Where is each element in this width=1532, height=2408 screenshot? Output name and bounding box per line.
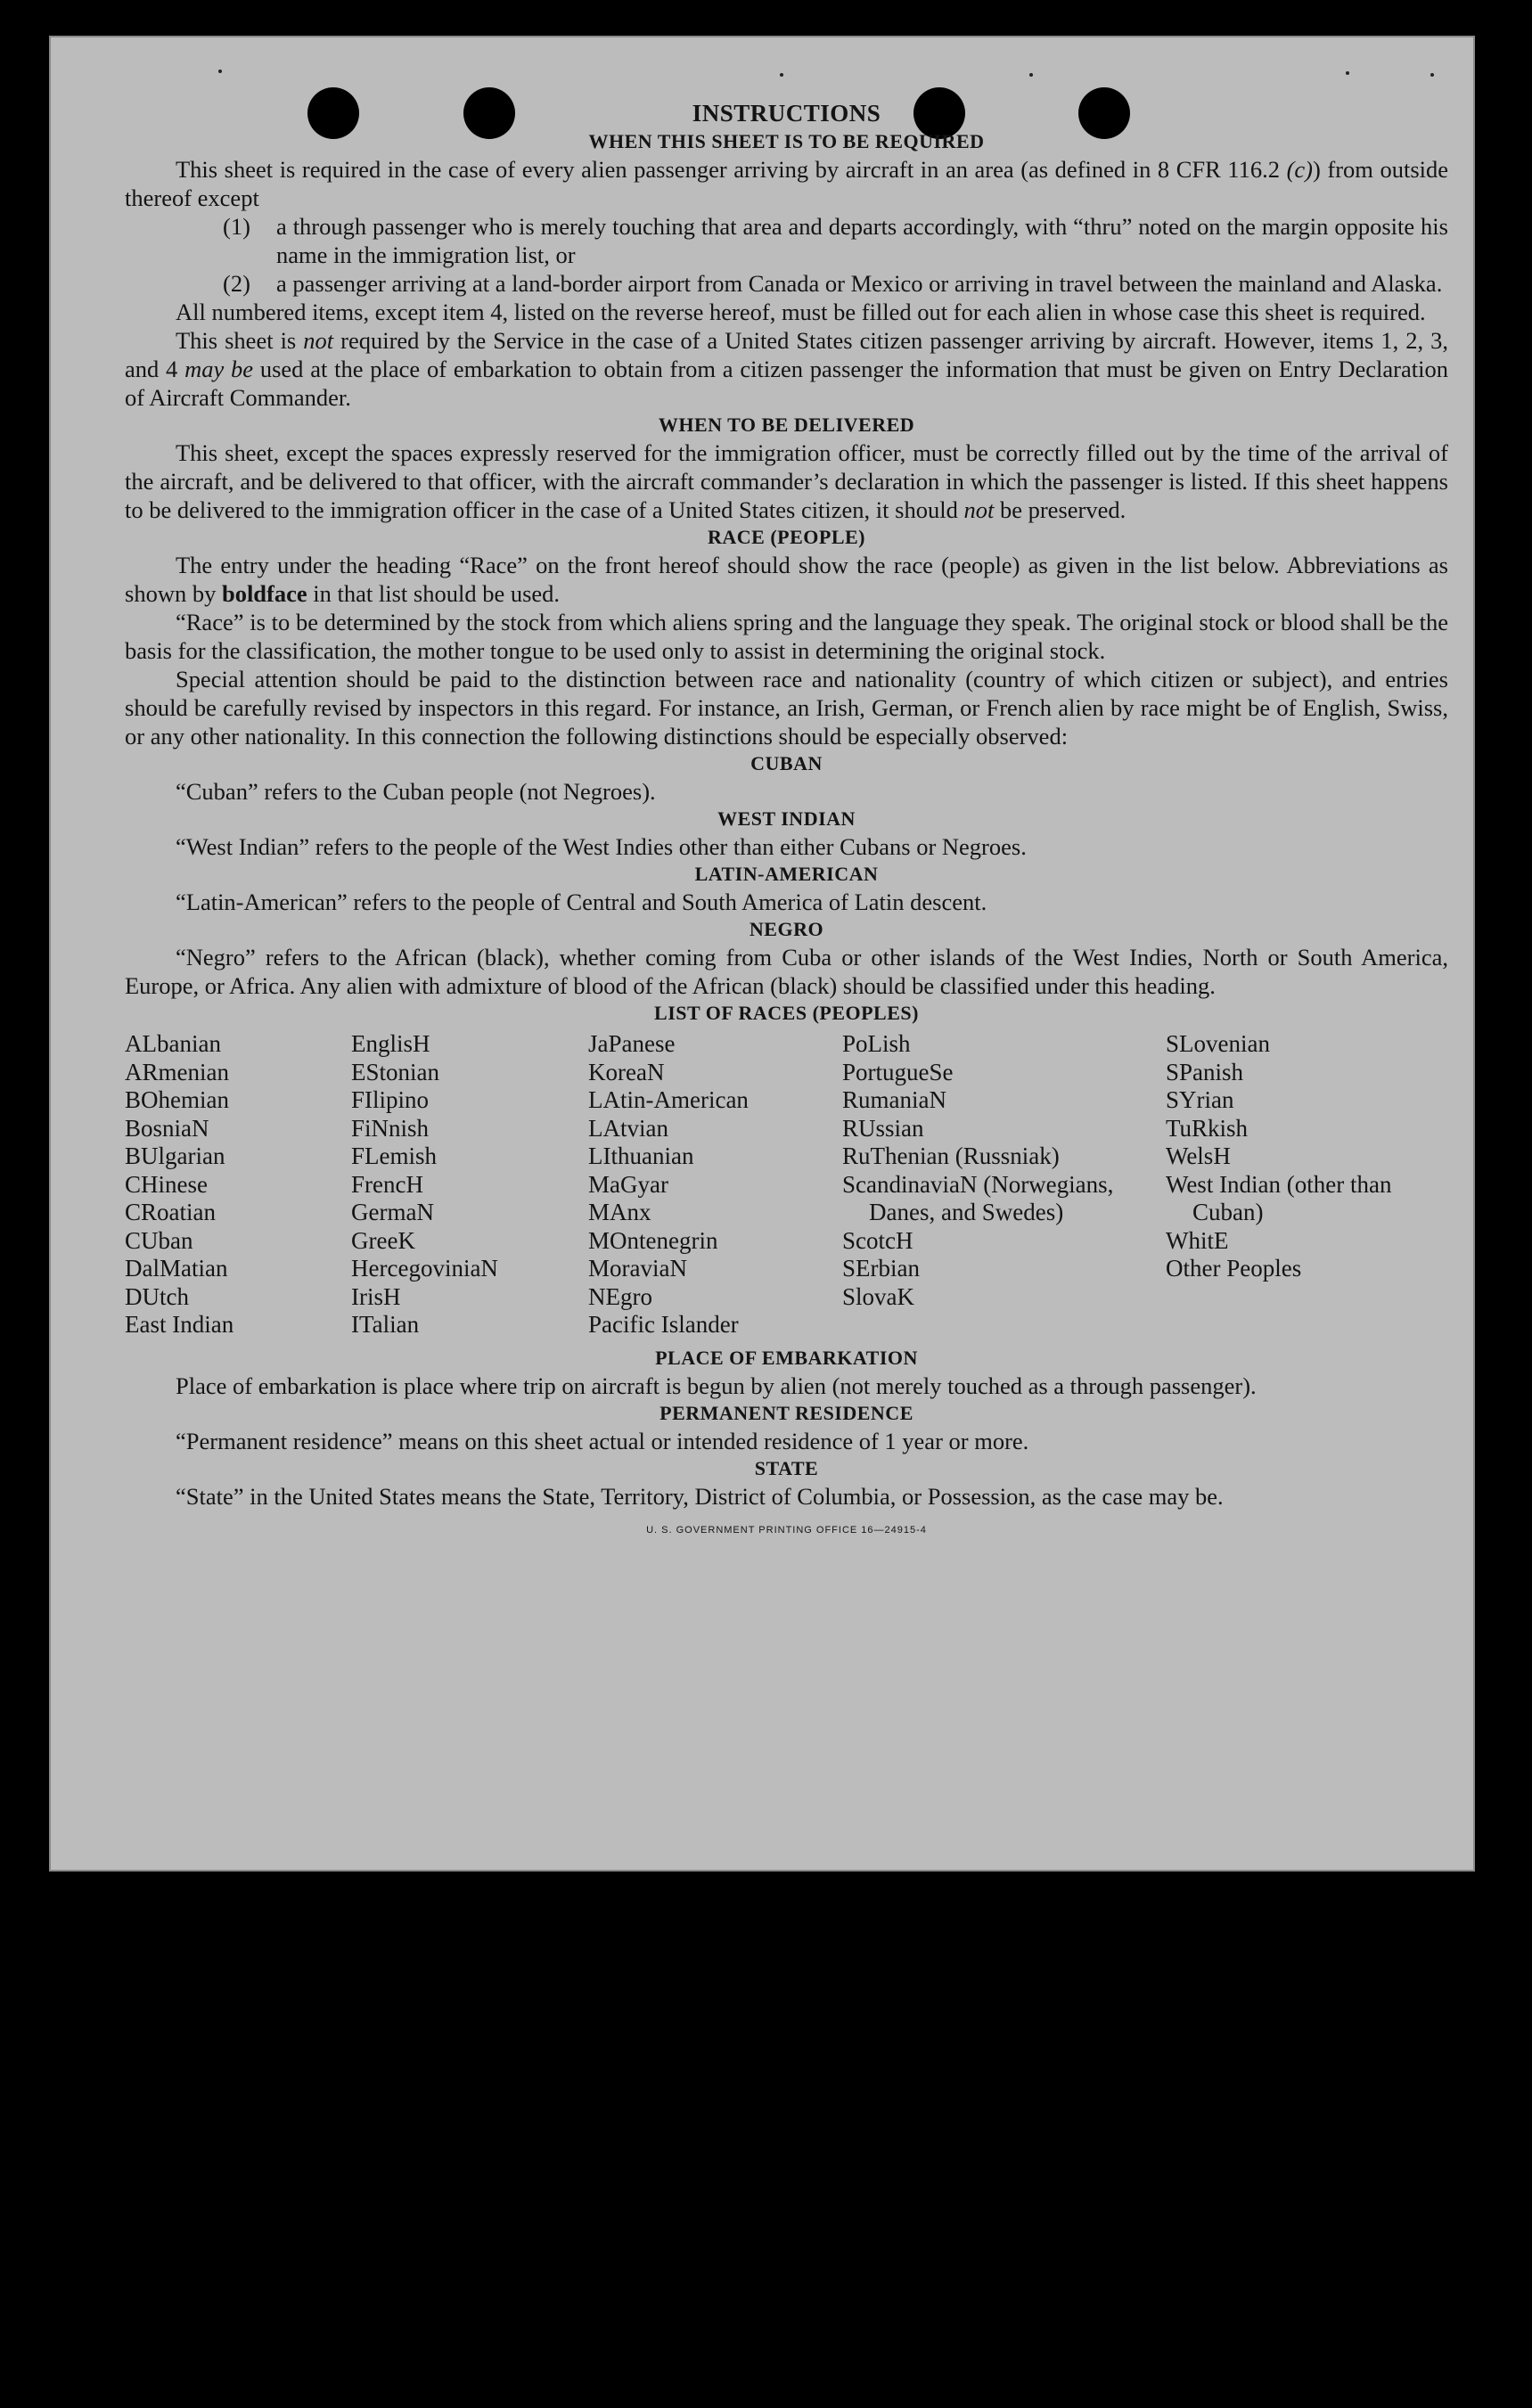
race-entry: RUssian bbox=[842, 1114, 924, 1142]
race-entry: CRoatian bbox=[125, 1199, 216, 1225]
heading-permanent-residence: PERMANENT RESIDENCE bbox=[659, 1401, 913, 1424]
paragraph: “Cuban” refers to the Cuban people (not Negroes). bbox=[176, 778, 656, 805]
race-entry: West Indian (other than Cuban) bbox=[1166, 1170, 1392, 1225]
race-entry: FLemish bbox=[351, 1143, 438, 1169]
race-entry: ARmenian bbox=[125, 1058, 229, 1085]
heading-state: STATE bbox=[754, 1456, 819, 1479]
race-entry: CUban bbox=[125, 1226, 193, 1254]
race-entry: IrisH bbox=[351, 1282, 401, 1310]
race-entry: GreeK bbox=[351, 1226, 415, 1254]
race-entry: MAnx bbox=[588, 1199, 651, 1225]
race-entry: ScandinaviaN (Norwegians, Danes, and Swedes) bbox=[842, 1170, 1114, 1225]
list-item: (1) a through passenger who is merely touching that area and departs accordingly, with “thru” noted on the margin opposite his name in the immigration list, or bbox=[223, 213, 1448, 268]
paragraph: Place of embarkation is place where trip on aircraft is begun by alien (not merely touched as a through passenger). bbox=[176, 1372, 1257, 1399]
races-column-1 bbox=[125, 1030, 351, 1339]
race-entry: BOhemian bbox=[125, 1086, 229, 1113]
race-entry: MOntenegrin bbox=[588, 1226, 718, 1254]
race-entry: RumaniaN bbox=[842, 1086, 946, 1113]
paragraph: “Permanent residence” means on this sheet actual or intended residence of 1 year or more. bbox=[176, 1427, 1029, 1454]
race-entry: RuThenian (Russniak) bbox=[842, 1143, 1060, 1169]
race-entry: Pacific Islander bbox=[588, 1311, 739, 1338]
race-entry: LAtvian bbox=[588, 1114, 668, 1142]
race-entry: SLovenian bbox=[1166, 1030, 1270, 1057]
speck bbox=[780, 73, 783, 77]
races-column-3 bbox=[588, 1030, 842, 1339]
heading-place-of-embarkation: PLACE OF EMBARKATION bbox=[655, 1346, 918, 1369]
paragraph: All numbered items, except item 4, listed on the reverse hereof, must be filled out for each alien in whose case this sheet is required. bbox=[176, 299, 1426, 325]
race-entry: ALbanian bbox=[125, 1030, 221, 1057]
heading-when-required: WHEN THIS SHEET IS TO BE REQUIRED bbox=[588, 130, 985, 152]
race-entry: FrencH bbox=[351, 1170, 423, 1198]
races-column-4 bbox=[842, 1030, 1166, 1339]
heading-race: RACE (PEOPLE) bbox=[708, 526, 865, 548]
paragraph: “State” in the United States means the State, Territory, District of Columbia, or Possession, as the case may be. bbox=[176, 1482, 1224, 1510]
race-entry: DUtch bbox=[125, 1282, 189, 1310]
race-entry: SYrian bbox=[1166, 1086, 1234, 1113]
race-entry: NEgro bbox=[588, 1282, 652, 1310]
race-entry: LIthuanian bbox=[588, 1143, 694, 1169]
race-entry: HercegoviniaN bbox=[351, 1255, 498, 1282]
race-entry: FiNnish bbox=[351, 1114, 430, 1142]
speck bbox=[1346, 71, 1349, 75]
races-column-5 bbox=[1166, 1030, 1415, 1339]
instructions-text bbox=[125, 98, 1448, 1544]
list-item: (2) a passenger arriving at a land-border airport from Canada or Mexico or arriving in travel between the mainland and Alaska. bbox=[223, 270, 1443, 297]
race-entry: ScotcH bbox=[842, 1226, 913, 1254]
race-entry: PortugueSe bbox=[842, 1058, 954, 1085]
race-entry: DalMatian bbox=[125, 1255, 228, 1282]
paragraph: The entry under the heading “Race” on the front hereof should show the race (people) as given in the list below. Abbreviations as shown by boldface in that list should be used. bbox=[125, 552, 1448, 607]
paragraph: This sheet is required in the case of every alien passenger arriving by aircraft in an area (as defined in 8 CFR 116.2 (c)) from outside thereof except bbox=[125, 156, 1448, 211]
races-column-2 bbox=[351, 1030, 588, 1339]
document-page bbox=[49, 36, 1475, 1872]
printer-line: U. S. GOVERNMENT PRINTING OFFICE 16—24915-4 bbox=[646, 1524, 927, 1536]
race-entry: FIlipino bbox=[351, 1086, 430, 1113]
race-entry: EStonian bbox=[351, 1058, 439, 1085]
race-entry: TuRkish bbox=[1166, 1114, 1249, 1142]
speck bbox=[1029, 73, 1033, 77]
race-entry: GermaN bbox=[351, 1199, 434, 1225]
paragraph: “Negro” refers to the African (black), whether coming from Cuba or other islands of the West Indies, North or South America, Europe, or Africa. Any alien with admixture of blood of the African (black) should be classified under this heading. bbox=[125, 944, 1448, 999]
race-entry: MaGyar bbox=[588, 1170, 668, 1198]
race-entry: JaPanese bbox=[588, 1030, 676, 1057]
race-entry: BUlgarian bbox=[125, 1143, 225, 1169]
heading-when-delivered: WHEN TO BE DELIVERED bbox=[658, 414, 915, 436]
race-entry: KoreaN bbox=[588, 1058, 665, 1085]
race-entry: SErbian bbox=[842, 1255, 920, 1282]
race-entry: EnglisH bbox=[351, 1030, 430, 1057]
paragraph: “Race” is to be determined by the stock from which aliens spring and the language they speak. The original stock or blood shall be the basis for the classification, the mother tongue to be used only to assist in determining the original stock. bbox=[125, 609, 1448, 664]
paragraph: “Latin-American” refers to the people of Central and South America of Latin descent. bbox=[176, 889, 987, 915]
heading-negro: NEGRO bbox=[749, 918, 824, 940]
heading-list-of-races: LIST OF RACES (PEOPLES) bbox=[654, 1002, 919, 1024]
race-entry: LAtin-American bbox=[588, 1086, 749, 1113]
paragraph: Special attention should be paid to the distinction between race and nationality (country of which citizen or subject), and entries should be carefully revised by inspectors in this regard. For instance, an Irish, German, or French alien by race might be of English, Swiss, or any other nationality. In this connection the following distinctions should be especially observed: bbox=[125, 666, 1448, 749]
page-title: INSTRUCTIONS bbox=[692, 100, 881, 127]
speck bbox=[1430, 73, 1434, 77]
race-entry: BosniaN bbox=[125, 1114, 209, 1142]
race-entry: CHinese bbox=[125, 1170, 208, 1198]
race-entry: WelsH bbox=[1166, 1143, 1231, 1169]
heading-latin-american: LATIN-AMERICAN bbox=[694, 863, 879, 885]
race-entry: SPanish bbox=[1166, 1058, 1244, 1085]
paragraph: “West Indian” refers to the people of the West Indies other than either Cubans or Negroes. bbox=[176, 833, 1027, 860]
paragraph: This sheet is not required by the Service in the case of a United States citizen passenger arriving by aircraft. However, items 1, 2, 3, and 4 may be used at the place of embarkation to obtain from a citizen passenger the information that must be given on Entry Declaration of Aircraft Commander. bbox=[125, 327, 1448, 411]
race-entry: SlovaK bbox=[842, 1282, 914, 1310]
race-entry: Other Peoples bbox=[1166, 1255, 1302, 1282]
race-entry: PoLish bbox=[842, 1030, 911, 1057]
heading-cuban: CUBAN bbox=[750, 752, 823, 774]
race-entry: MoraviaN bbox=[588, 1255, 687, 1282]
race-entry: WhitE bbox=[1166, 1226, 1229, 1254]
race-entry: East Indian bbox=[125, 1311, 234, 1338]
race-entry: ITalian bbox=[351, 1311, 420, 1338]
races-list bbox=[125, 1030, 1448, 1339]
paragraph: This sheet, except the spaces expressly reserved for the immigration officer, must be correctly filled out by the time of the arrival of the aircraft, and be delivered to that officer, with the aircraft commander’s declaration in which the passenger is listed. If this sheet happens to be delivered to the immigration officer in the case of a United States citizen, it should not be preserved. bbox=[125, 439, 1448, 523]
heading-west-indian: WEST INDIAN bbox=[717, 807, 856, 830]
speck bbox=[218, 70, 222, 73]
